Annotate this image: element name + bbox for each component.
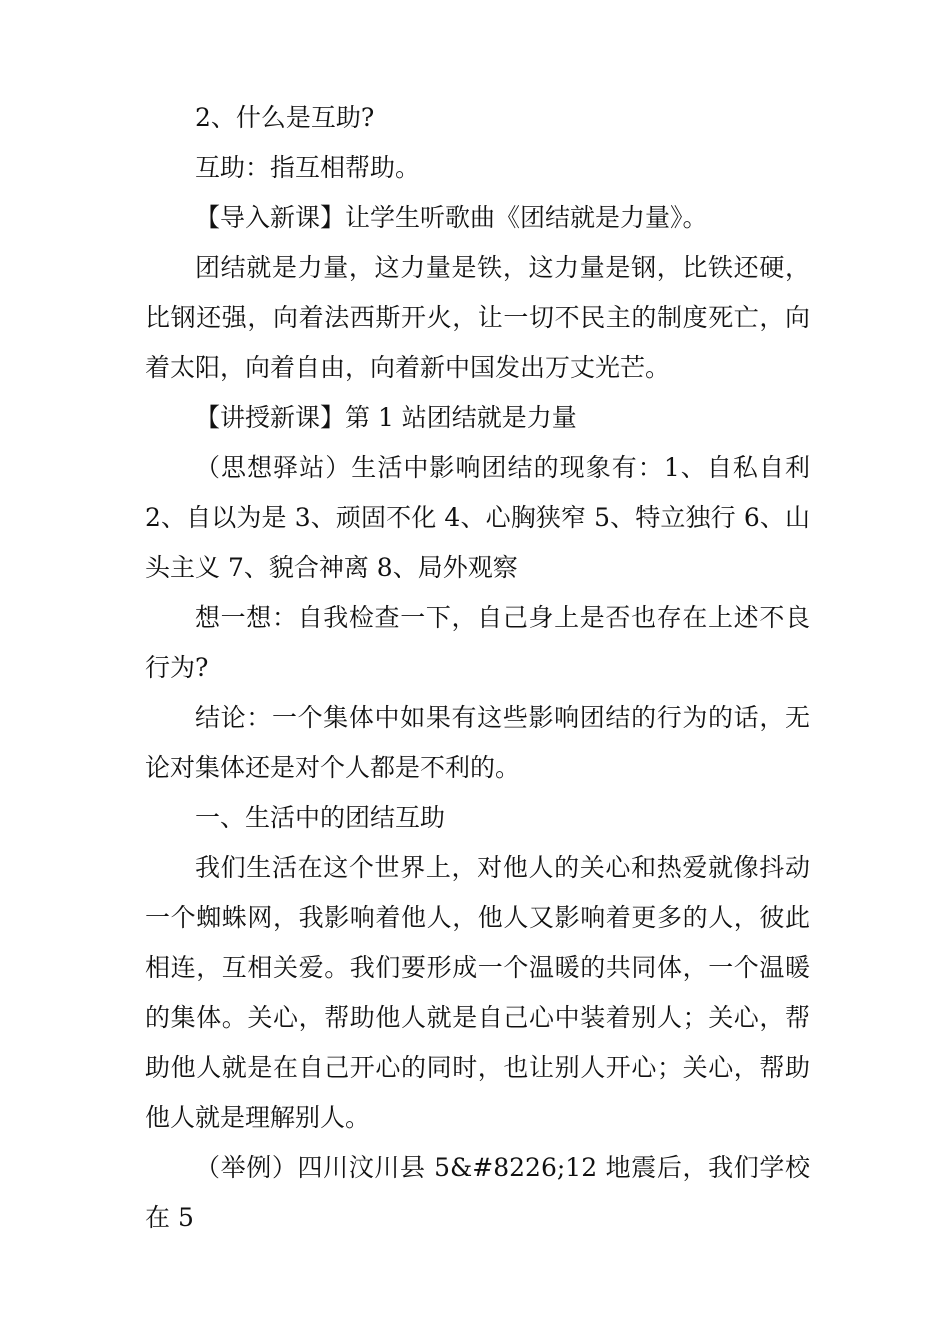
section-heading-unity-in-life: 一、生活中的团结互助 xyxy=(195,803,446,832)
paragraph-lesson-station-1: 【讲授新课】第 1 站团结就是力量 xyxy=(195,403,577,432)
document-body xyxy=(145,93,810,1243)
paragraph-example: （举例）四川汶川县 5&#8226;12 地震后，我们学校在 5 xyxy=(145,1153,810,1232)
paragraph-caring-for-others: 我们生活在这个世界上，对他人的关心和热爱就像抖动一个蜘蛛网，我影响着他人，他人又影响着更多的人，彼此相连，互相关爱。我们要形成一个温暖的共同体，一个温暖的集体。关心，帮助他人就是自己心中装着别人；关心，帮助他人就是在自己开心的同时，也让别人开心；关心，帮助他人就是理解别人。 xyxy=(145,853,810,1132)
paragraph-conclusion: 结论：一个集体中如果有这些影响团结的行为的话，无论对集体还是对个人都是不利的。 xyxy=(145,703,810,782)
paragraph-what-is-mutual-aid: 2、什么是互助? xyxy=(195,103,375,132)
paragraph-mutual-aid-definition: 互助：指互相帮助。 xyxy=(195,153,421,182)
paragraph-thought-station: （思想驿站）生活中影响团结的现象有：1、自私自利 2、自以为是 3、顽固不化 4、心胸狭窄 5、特立独行 6、山头主义 7、貌合神离 8、局外观察 xyxy=(145,453,810,582)
paragraph-song-lyrics: 团结就是力量，这力量是铁，这力量是钢，比铁还硬，比钢还强，向着法西斯开火，让一切不民主的制度死亡，向着太阳，向着自由，向着新中国发出万丈光芒。 xyxy=(145,253,810,382)
paragraph-think-about-it: 想一想：自我检查一下，自己身上是否也存在上述不良行为? xyxy=(145,603,810,682)
paragraph-lesson-intro: 【导入新课】让学生听歌曲《团结就是力量》。 xyxy=(195,203,708,232)
